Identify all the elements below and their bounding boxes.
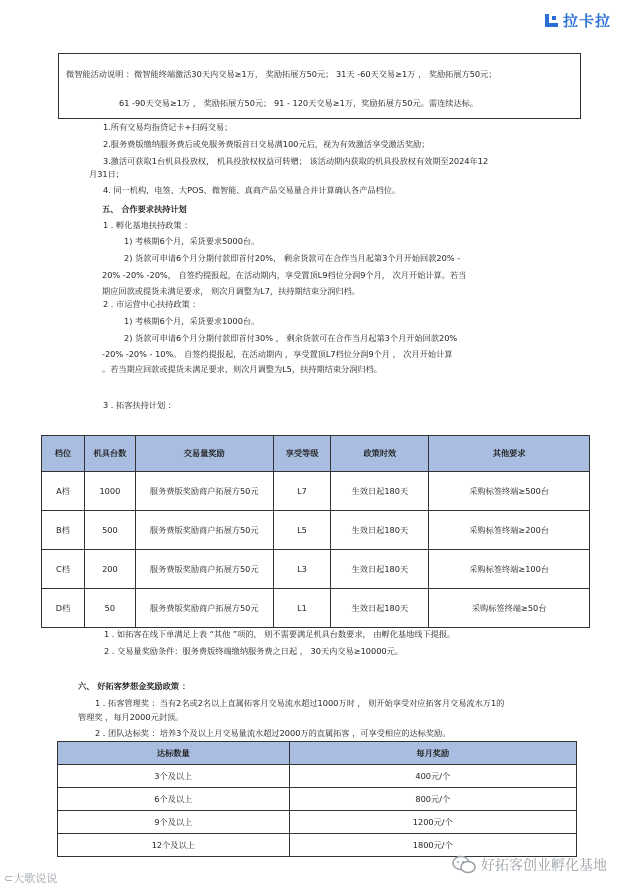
cell: 500 — [84, 511, 135, 550]
cell: L3 — [273, 550, 331, 589]
cell: 服务费版奖励商户拓展方50元 — [135, 511, 273, 550]
header-level: 享受等级 — [273, 436, 331, 472]
sub1-item-2-cont2: 期应回款或提货未满足要求， 则次月调整为L7，扶持期结束分润归档。 — [102, 286, 360, 296]
header-monthly-reward: 每月奖励 — [289, 742, 576, 765]
sub2-item-2-cont1: -20% -20% - 10%。 自签约提报起，在活动期内 ，享受置顶L7档位分润9个月 ， 次月开始计算 — [102, 349, 453, 359]
cell: 生效日起180天 — [331, 472, 429, 511]
table-row — [42, 589, 590, 628]
header-volume-reward: 交易量奖励 — [135, 436, 273, 472]
sub2-item-1: 1) 考核期6个月，采货要求1000台。 — [124, 316, 260, 326]
logo-text: 拉卡拉 — [562, 12, 611, 30]
cell: B档 — [42, 511, 85, 550]
header-tier: 档位 — [42, 436, 85, 472]
cell: 800元/个 — [289, 788, 576, 811]
cell: D档 — [42, 589, 85, 628]
after-table-note-2: 2 . 交易量奖励条件：服务费版终端缴纳服务费之日起 ， 30天内交易≥10000元。 — [104, 646, 403, 656]
wechat-icon — [452, 855, 476, 875]
team-award-table — [57, 741, 577, 857]
tier-table-header — [42, 436, 590, 472]
watermark-left-icon: ⊂ — [4, 872, 14, 885]
lakala-logo — [544, 10, 611, 31]
cell: 1800元/个 — [289, 834, 576, 857]
lakala-logo-icon — [544, 13, 559, 28]
watermark-right — [452, 855, 607, 875]
cell: 采购标签终端≥100台 — [429, 550, 590, 589]
section-6-item-2: 2 . 团队达标奖 ：培养3个及以上月交易量流水超过2000万的直属拓客 ，可享受相应的达标奖励。 — [95, 728, 451, 738]
note-1: 1.所有交易均指贷记卡+扫码交易； — [103, 122, 233, 132]
table-row — [58, 834, 577, 857]
team-award-header — [58, 742, 577, 765]
cell: 400元/个 — [289, 765, 576, 788]
cell: 3个及以上 — [58, 765, 290, 788]
note-4: 4. 同一机构，电签、大POS、微智能、真商产品交易量合并计算确认各产品档位。 — [103, 185, 401, 195]
sub1-item-1: 1) 考核期6个月，采货要求5000台。 — [124, 236, 260, 246]
watermark-right-text: 好拓客创业孵化基地 — [481, 858, 607, 874]
table-row — [42, 550, 590, 589]
sub2-item-2-cont2: 。若当期应回款或提货未满足要求，则次月调整为L5，扶持期结束分润归档。 — [102, 364, 382, 374]
table-row — [58, 811, 577, 834]
table-row — [58, 765, 577, 788]
cell: L1 — [273, 589, 331, 628]
header-device-count: 机具台数 — [84, 436, 135, 472]
sub2-item-2: 2) 货款可申请6个月分期付款即首付30% ， 剩余货款可在合作当月起第3个月开始回款20% — [124, 333, 458, 343]
cell: 200 — [84, 550, 135, 589]
section-6-title: 六、 好拓客梦想金奖励政策 ： — [78, 681, 191, 691]
header-target-count: 达标数量 — [58, 742, 290, 765]
watermark-left — [4, 870, 57, 886]
micro-smart-activity-box — [58, 53, 581, 119]
cell: 9个及以上 — [58, 811, 290, 834]
cell: 服务费版奖励商户拓展方50元 — [135, 550, 273, 589]
header-other-requirements: 其他要求 — [429, 436, 590, 472]
table-row — [42, 511, 590, 550]
note-3-cont: 月31日； — [89, 169, 124, 179]
section-6-item-1: 1 . 拓客管理奖 ：当有2名或2名以上直属拓客月交易流水超过1000万时 ， 则开始享受对应拓客月交易流水万1的 — [95, 698, 505, 708]
cell: 服务费版奖励商户拓展方50元 — [135, 589, 273, 628]
cell: 采购标签终端≥500台 — [429, 472, 590, 511]
box-line-1: 微智能活动说明 ：微智能终端激活30天内交易≥1万， 奖励拓展方50元； 31天 -60天交易≥1万 ， 奖励拓展方50元； — [66, 69, 497, 79]
section-5-title: 五、 合作要求扶持计划 — [102, 204, 187, 214]
table-row — [42, 472, 590, 511]
cell: 生效日起180天 — [331, 511, 429, 550]
cell: 12个及以上 — [58, 834, 290, 857]
cell: A档 — [42, 472, 85, 511]
cell: L5 — [273, 511, 331, 550]
section-5-sub2: 2 . 市运营中心扶持政策 ： — [103, 299, 201, 309]
cell: 50 — [84, 589, 135, 628]
header-policy-period: 政策时效 — [331, 436, 429, 472]
cell: 1200元/个 — [289, 811, 576, 834]
watermark-left-text: 大歌说说 — [13, 872, 58, 885]
section-5-sub3: 3 . 拓客扶持计划 ： — [103, 400, 176, 410]
cell: 1000 — [84, 472, 135, 511]
cell: L7 — [273, 472, 331, 511]
note-2: 2.服务费版缴纳服务费后或免服务费版首日交易满100元后，视为有效激活享受激活奖励； — [103, 139, 430, 149]
tier-table — [41, 435, 590, 628]
cell: 采购标签终端≥50台 — [429, 589, 590, 628]
after-table-note-1: 1 . 如拓客在线下单满足上表 “其他 ”项的， 则不需要满足机具台数要求， 由孵化基地线下提报。 — [104, 629, 456, 639]
cell: 采购标签终端≥200台 — [429, 511, 590, 550]
note-3: 3.激活可获取1台机具投放权， 机具投放权权益可转赠； 该活动期内获取的机具投放权有效期至2024年12 — [103, 156, 489, 166]
cell: 生效日起180天 — [331, 589, 429, 628]
cell: 生效日起180天 — [331, 550, 429, 589]
cell: 6个及以上 — [58, 788, 290, 811]
section-5-sub1: 1 . 孵化基地扶持政策 ： — [103, 220, 193, 230]
box-line-2: 61 -90天交易≥1万 ， 奖励拓展方50元； 91 - 120天交易≥1万，奖励拓展方50元。需连续达标。 — [119, 98, 479, 108]
sub1-item-2: 2) 货款可申请6个月分期付款即首付20%， 剩余货款可在合作当月起第3个月开始回款20% - — [124, 253, 461, 263]
cell: 服务费版奖励商户拓展方50元 — [135, 472, 273, 511]
section-6-item-1-cont: 管理奖 ，每月2000元封顶。 — [78, 712, 184, 722]
sub1-item-2-cont1: 20% -20% -20%， 自签约提报起，在活动期内，享受置顶L9档位分润9个月， 次月开始计算。若当 — [102, 270, 467, 280]
table-row — [58, 788, 577, 811]
cell: C档 — [42, 550, 85, 589]
